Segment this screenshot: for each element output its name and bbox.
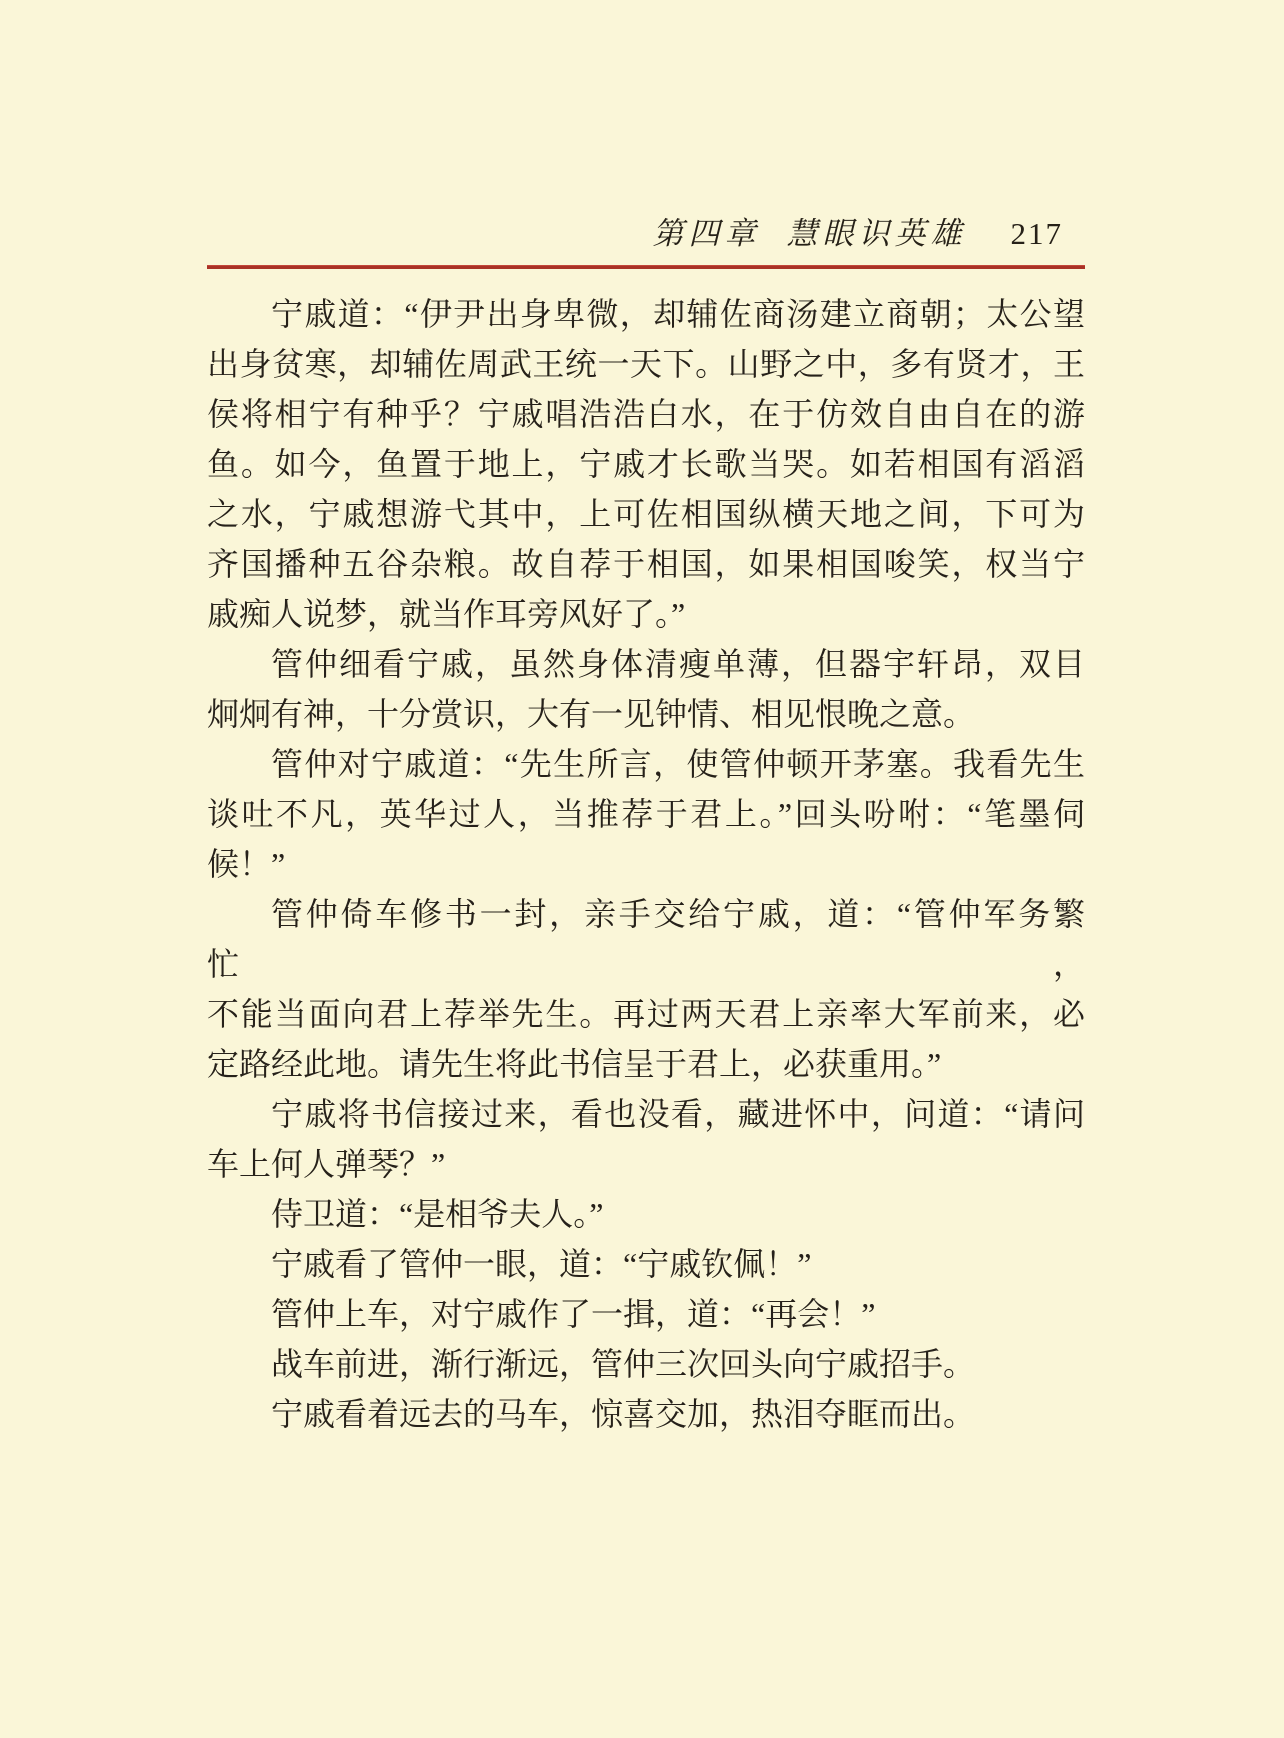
text-line: 候！” <box>207 846 286 882</box>
text-line: 管仲上车，对宁戚作了一揖，道：“再会！” <box>271 1296 876 1332</box>
header-rule <box>207 265 1085 269</box>
text-line: 戚痴人说梦，就当作耳旁风好了。” <box>207 596 686 632</box>
chapter-title: 慧眼识英雄 <box>786 216 967 251</box>
paragraph <box>207 1089 1085 1189</box>
text-line: 定路经此地。请先生将此书信呈于君上，必获重用。” <box>207 1046 942 1082</box>
text-line: 不能当面向君上荐举先生。再过两天君上亲率大军前来，必 <box>207 996 1085 1032</box>
text-line: 宁戚看了管仲一眼，道：“宁戚钦佩！” <box>271 1246 812 1282</box>
paragraph <box>207 739 1085 889</box>
text-line: 齐国播种五谷杂粮。故自荐于相国，如果相国唆笑，权当宁 <box>207 546 1085 582</box>
page-header <box>207 208 1063 253</box>
text-line: 车上何人弹琴？” <box>207 1146 446 1182</box>
text-line: 之水，宁戚想游弋其中，上可佐相国纵横天地之间，下可为 <box>207 496 1085 532</box>
text-line: 宁戚道：“伊尹出身卑微，却辅佐商汤建立商朝；太公望 <box>271 296 1085 332</box>
text-line: 战车前进，渐行渐远，管仲三次回头向宁戚招手。 <box>271 1346 976 1382</box>
paragraph <box>207 1189 1085 1239</box>
paragraph <box>207 1289 1085 1339</box>
paragraph <box>207 1339 1085 1389</box>
text-line: 谈吐不凡，英华过人，当推荐于君上。”回头吩咐：“笔墨伺 <box>207 796 1085 832</box>
paragraph <box>207 1389 1085 1439</box>
text-line: 炯炯有神，十分赏识，大有一见钟情、相见恨晚之意。 <box>207 696 976 732</box>
text-line: 侍卫道：“是相爷夫人。” <box>271 1196 604 1232</box>
paragraph <box>207 889 1085 1089</box>
text-line: 侯将相宁有种乎？宁戚唱浩浩白水，在于仿效自由自在的游 <box>207 396 1085 432</box>
text-line: 鱼。如今，鱼置于地上，宁戚才长歌当哭。如若相国有滔滔 <box>207 446 1085 482</box>
text-line: 管仲细看宁戚，虽然身体清瘦单薄，但器宇轩昂，双目 <box>271 646 1085 682</box>
paragraph <box>207 1239 1085 1289</box>
text-line: 出身贫寒，却辅佐周武王统一天下。山野之中，多有贤才，王 <box>207 346 1085 382</box>
chapter-label: 第四章 <box>652 216 761 251</box>
paragraph <box>207 289 1085 639</box>
text-line: 管仲对宁戚道：“先生所言，使管仲顿开茅塞。我看先生 <box>271 746 1085 782</box>
text-line: 管仲倚车修书一封，亲手交给宁戚，道：“管仲军务繁忙， <box>207 896 1085 982</box>
text-line: 宁戚将书信接过来，看也没看，藏进怀中，问道：“请问 <box>271 1096 1085 1132</box>
text-line: 宁戚看着远去的马车，惊喜交加，热泪夺眶而出。 <box>271 1396 976 1432</box>
body-text <box>207 289 1085 1439</box>
page-number: 217 <box>1010 216 1063 251</box>
paragraph <box>207 639 1085 739</box>
